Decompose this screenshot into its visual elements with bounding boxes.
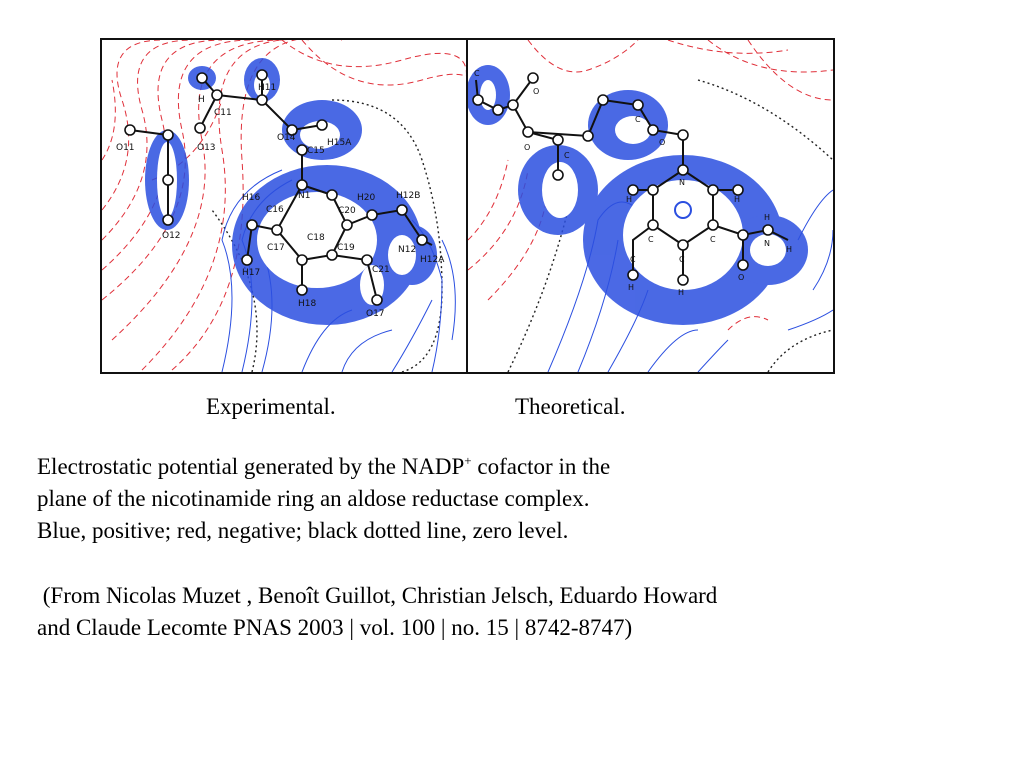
atom-label: H — [626, 195, 633, 204]
atom-label: C17 — [267, 243, 285, 253]
figure-description — [37, 445, 837, 547]
atom-label: C21 — [372, 265, 390, 275]
atom-label: C20 — [338, 206, 356, 216]
atom-label: N1 — [298, 191, 311, 201]
atom-label: C — [648, 235, 654, 244]
atom-label: O13 — [197, 143, 216, 153]
citation-line-1: (From Nicolas Muzet , Benoît Guillot, Christian Jelsch, Eduardo Howard — [37, 583, 718, 608]
atom-label: C — [635, 115, 641, 124]
atom-label: C11 — [214, 108, 232, 118]
description-line-1: Electrostatic potential generated by the NADP+ cofactor in the — [37, 453, 611, 479]
citation-line-2: and Claude Lecomte PNAS 2003 | vol. 100 | no. 15 | 8742-8747) — [37, 615, 633, 640]
atom-label: O — [738, 273, 745, 282]
atom-label: O14 — [277, 133, 296, 143]
atom-label: H — [764, 213, 771, 222]
atom-label: N — [764, 239, 770, 248]
atom-label: C18 — [307, 233, 325, 243]
atom-label: C — [679, 255, 685, 264]
atom-label: O — [524, 143, 531, 152]
description-line-3: Blue, positive; red, negative; black dotted line, zero level. — [37, 518, 569, 543]
atom-label: H17 — [242, 268, 261, 278]
atom-label: H16 — [242, 193, 261, 203]
atom-label: O12 — [162, 231, 181, 241]
atom-label: H — [678, 288, 685, 297]
description-line-2: plane of the nicotinamide ring an aldose reductase complex. — [37, 486, 590, 511]
atom-label: C — [564, 151, 570, 160]
atom-label: H11 — [258, 83, 277, 93]
atom-label: C19 — [337, 243, 355, 253]
atom-label: O11 — [116, 143, 135, 153]
atom-label: H — [786, 245, 793, 254]
atom-label: H15A — [327, 138, 352, 148]
atom-label: C15 — [307, 146, 325, 156]
atom-label: C — [630, 255, 636, 264]
atom-label: H12A — [420, 255, 445, 265]
atom-label: H — [628, 283, 635, 292]
experimental-caption: Experimental. — [206, 394, 336, 419]
atom-label: H — [198, 95, 205, 105]
atom-label: H20 — [357, 193, 376, 203]
atom-label: H — [734, 195, 741, 204]
atom-label: C16 — [266, 205, 284, 215]
atom-label: C — [474, 69, 480, 78]
superscript-plus: + — [464, 453, 472, 468]
atom-label: O — [659, 138, 666, 147]
experimental-potential-map — [100, 38, 468, 374]
positive-core-regions — [145, 58, 437, 325]
atom-label: N — [679, 178, 685, 187]
theoretical-potential-map — [466, 38, 835, 374]
atom-label: N12 — [398, 245, 417, 255]
atom-label: O — [533, 87, 540, 96]
atom-label: C — [710, 235, 716, 244]
atom-label: H18 — [298, 299, 317, 309]
theoretical-caption: Theoretical. — [515, 394, 626, 419]
citation — [37, 580, 917, 644]
atom-label: H12B — [396, 191, 421, 201]
atom-label: O17 — [366, 309, 385, 319]
